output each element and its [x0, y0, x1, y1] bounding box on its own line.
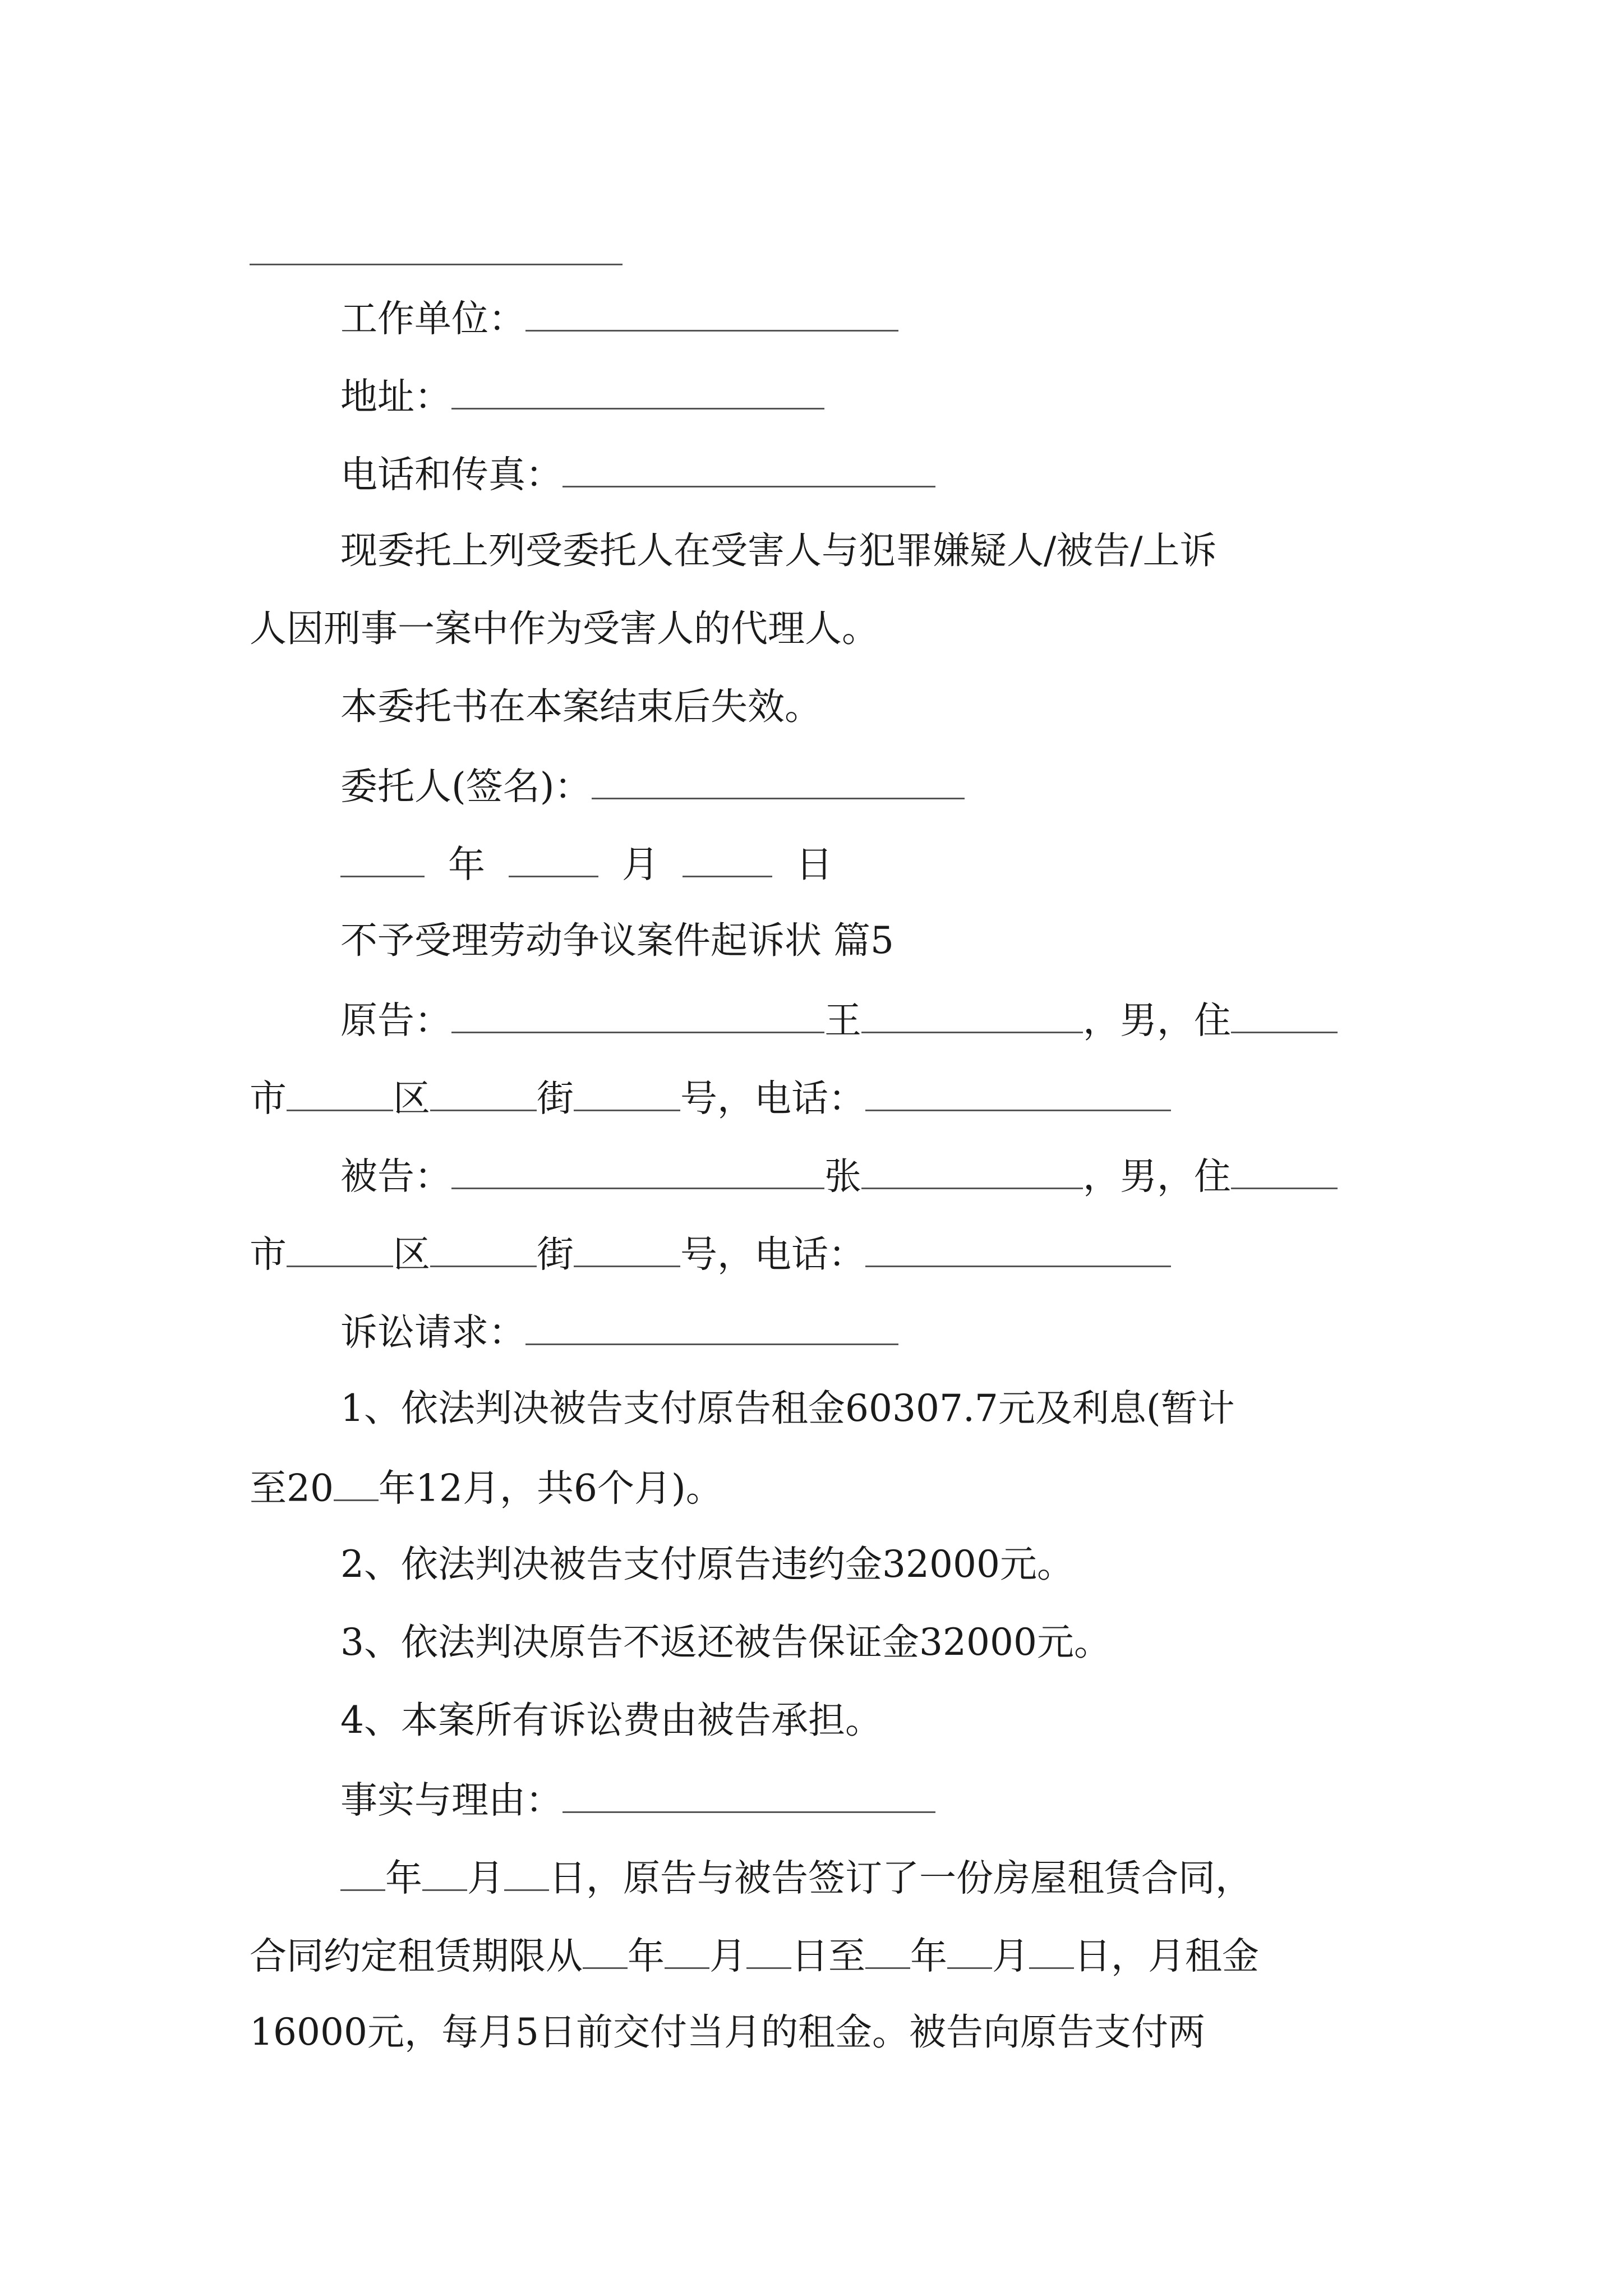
facts-2-year1-label: 年 — [628, 1934, 665, 1978]
facts-2-month2-label: 月 — [992, 1934, 1029, 1978]
facts-1-month-blank — [422, 1854, 467, 1891]
defendant-blank-3 — [1231, 1152, 1338, 1189]
claim-2-line: 2、依法判决被告支付原告违约金32000元。 — [340, 1543, 1074, 1586]
work-unit-line — [250, 295, 1479, 342]
plaintiff-line — [250, 996, 1479, 1043]
claim-4-line: 4、本案所有诉讼费由被告承担。 — [340, 1699, 882, 1742]
phone-fax-blank — [562, 450, 935, 487]
facts-1-day-blank — [504, 1854, 549, 1891]
district-blank — [430, 1074, 537, 1111]
claim-1-year-prefix: 至20 — [250, 1466, 334, 1510]
plaintiff-label: 原告： — [340, 999, 451, 1042]
year-label: 年 — [448, 843, 485, 886]
facts-2-year2-label: 年 — [910, 1934, 947, 1978]
facts-2-year2-blank — [865, 1932, 910, 1969]
work-unit-label: 工作单位： — [340, 297, 525, 341]
street-label: 街 — [537, 1076, 574, 1120]
facts-blank — [562, 1776, 935, 1813]
facts-paragraph-line-2 — [250, 1932, 1388, 1979]
month-blank — [509, 840, 598, 877]
phone-fax-label: 电话和传真： — [340, 453, 562, 496]
number-phone-label: 号，电话： — [680, 1076, 865, 1120]
top-fill-line — [250, 264, 623, 265]
defendant-name: 张 — [824, 1154, 861, 1198]
defendant-blank-1 — [451, 1152, 824, 1189]
plaintiff-blank-3 — [1231, 996, 1338, 1033]
phone-blank — [865, 1074, 1171, 1111]
plaintiff-address-line — [250, 1074, 1388, 1121]
city-blank — [287, 1074, 393, 1111]
address-line — [250, 372, 1479, 420]
defendant-address-line — [250, 1230, 1388, 1277]
facts-1-rest: 日，原告与被告签订了一份房屋租赁合同， — [549, 1856, 1252, 1900]
day-label: 日 — [795, 843, 833, 886]
street-blank — [574, 1230, 680, 1267]
city-label: 市 — [250, 1232, 287, 1276]
claim-1-line-2 — [250, 1464, 1388, 1511]
plaintiff-name: 王 — [824, 999, 861, 1042]
facts-1-month-label: 月 — [467, 1856, 504, 1900]
claim-3-line: 3、依法判决原告不返还被告保证金32000元。 — [340, 1621, 1111, 1664]
defendant-sex-residence: ，男，住 — [1083, 1154, 1231, 1198]
defendant-line — [250, 1152, 1479, 1199]
district-label: 区 — [393, 1232, 430, 1276]
facts-2-month2-blank — [947, 1932, 992, 1969]
street-label: 街 — [537, 1232, 574, 1276]
section-title: 不予受理劳动争议案件起诉状 篇5 — [340, 919, 894, 962]
address-label: 地址： — [340, 375, 451, 418]
facts-2-prefix: 合同约定租赁期限从 — [250, 1934, 583, 1978]
facts-2-mid: 日至 — [791, 1934, 865, 1978]
day-blank — [683, 840, 772, 877]
facts-2-month1-blank — [665, 1932, 709, 1969]
facts-paragraph-line-3: 16000元，每月5日前交付当月的租金。被告向原告支付两 — [250, 2010, 1205, 2054]
facts-2-rest: 日，月租金 — [1074, 1934, 1259, 1978]
date-line — [250, 840, 1479, 887]
facts-2-day2-blank — [1029, 1932, 1074, 1969]
district-blank — [430, 1230, 537, 1267]
street-blank — [574, 1074, 680, 1111]
claims-line — [250, 1308, 1479, 1355]
claims-label: 诉讼请求： — [340, 1310, 525, 1354]
month-label: 月 — [621, 843, 659, 886]
facts-label: 事实与理由： — [340, 1778, 562, 1822]
district-label: 区 — [393, 1076, 430, 1120]
city-label: 市 — [250, 1076, 287, 1120]
claim-1-rest: 年12月，共6个月)。 — [378, 1466, 723, 1510]
plaintiff-blank-1 — [451, 996, 824, 1033]
entrust-paragraph-line-1: 现委托上列受委托人在受害人与犯罪嫌疑人/被告/上诉 — [340, 529, 1217, 572]
principal-label: 委托人(签名)： — [340, 765, 592, 808]
facts-1-year-blank — [340, 1854, 385, 1891]
work-unit-blank — [525, 295, 898, 332]
city-blank — [287, 1230, 393, 1267]
facts-2-day1-blank — [746, 1932, 791, 1969]
facts-line — [250, 1776, 1479, 1823]
year-blank — [340, 840, 425, 877]
phone-fax-line — [250, 450, 1479, 498]
defendant-label: 被告： — [340, 1154, 451, 1198]
facts-2-month1-label: 月 — [709, 1934, 746, 1978]
principal-signature-line — [250, 762, 1479, 809]
plaintiff-sex-residence: ，男，住 — [1083, 999, 1231, 1042]
plaintiff-blank-2 — [861, 996, 1083, 1033]
defendant-blank-2 — [861, 1152, 1083, 1189]
principal-blank — [592, 762, 965, 799]
facts-1-year-label: 年 — [385, 1856, 422, 1900]
claims-blank — [525, 1308, 898, 1345]
expiry-line: 本委托书在本案结束后失效。 — [340, 685, 822, 728]
phone-blank — [865, 1230, 1171, 1267]
claim-1-line-1: 1、依法判决被告支付原告租金60307.7元及利息(暂计 — [340, 1387, 1235, 1430]
number-phone-label: 号，电话： — [680, 1232, 865, 1276]
entrust-paragraph-line-2: 人因刑事一案中作为受害人的代理人。 — [250, 607, 879, 650]
address-blank — [451, 372, 824, 409]
facts-2-year1-blank — [583, 1932, 628, 1969]
facts-paragraph-line-1 — [250, 1854, 1479, 1901]
claim-1-year-blank — [334, 1464, 379, 1501]
